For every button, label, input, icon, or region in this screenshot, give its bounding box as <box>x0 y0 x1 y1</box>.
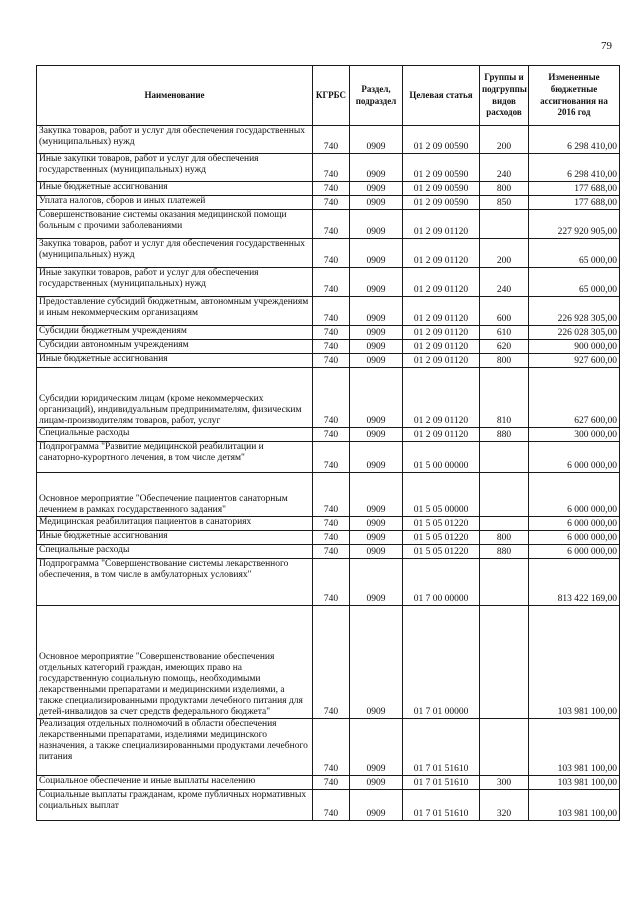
table-row <box>37 210 620 239</box>
cell-amount: 103 981 100,00 <box>529 606 620 719</box>
cell-razdel: 0909 <box>350 182 403 196</box>
cell-kgrbs: 740 <box>313 297 350 326</box>
cell-gruppy: 880 <box>480 545 529 559</box>
cell-kgrbs: 740 <box>313 790 350 821</box>
cell-celevaya: 01 5 00 00000 <box>403 442 480 473</box>
cell-celevaya: 01 2 09 00590 <box>403 126 480 154</box>
cell-celevaya: 01 2 09 00590 <box>403 182 480 196</box>
budget-table <box>36 65 620 821</box>
cell-celevaya: 01 5 05 00000 <box>403 473 480 517</box>
cell-amount: 6 000 000,00 <box>529 531 620 545</box>
cell-kgrbs: 740 <box>313 354 350 368</box>
cell-kgrbs: 740 <box>313 196 350 210</box>
table-row <box>37 368 620 428</box>
cell-gruppy: 320 <box>480 790 529 821</box>
cell-razdel: 0909 <box>350 297 403 326</box>
cell-gruppy <box>480 473 529 517</box>
cell-name: Основное мероприятие "Обеспечение пациентов санаторным лечением в рамках государственного задания" <box>37 473 313 517</box>
cell-gruppy <box>480 517 529 531</box>
cell-celevaya: 01 5 05 01220 <box>403 545 480 559</box>
cell-name: Специальные расходы <box>37 428 313 442</box>
cell-gruppy: 620 <box>480 340 529 354</box>
cell-name: Подпрограмма "Развитие медицинской реабилитации и санаторно-курортного лечения, в том числе детям" <box>37 442 313 473</box>
cell-name: Субсидии юридическим лицам (кроме некоммерческих организаций), индивидуальным предпринимателям, физическим лицам-производителям товаров, работ, услуг <box>37 368 313 428</box>
cell-celevaya: 01 7 01 51610 <box>403 719 480 776</box>
cell-amount: 226 928 305,00 <box>529 297 620 326</box>
cell-gruppy: 800 <box>480 354 529 368</box>
cell-gruppy: 200 <box>480 239 529 268</box>
cell-celevaya: 01 7 01 00000 <box>403 606 480 719</box>
cell-gruppy: 200 <box>480 126 529 154</box>
cell-celevaya: 01 7 01 51610 <box>403 790 480 821</box>
cell-name: Закупка товаров, работ и услуг для обеспечения государственных (муниципальных) нужд <box>37 239 313 268</box>
table-row <box>37 268 620 297</box>
cell-gruppy: 600 <box>480 297 529 326</box>
cell-celevaya: 01 2 09 01120 <box>403 326 480 340</box>
cell-kgrbs: 740 <box>313 442 350 473</box>
cell-amount: 6 000 000,00 <box>529 545 620 559</box>
cell-name: Основное мероприятие "Совершенствование обеспечения отдельных категорий граждан, имеющих право на государственную социальную помощь, необходимыми лекарственными препаратами и медицинскими изделиями, а также специализированными продуктами лечебного питания для детей-инвалидов за счет средств федерального бюджета" <box>37 606 313 719</box>
cell-amount: 900 000,00 <box>529 340 620 354</box>
cell-amount: 65 000,00 <box>529 268 620 297</box>
table-row <box>37 719 620 776</box>
cell-celevaya: 01 7 00 00000 <box>403 559 480 606</box>
cell-celevaya: 01 2 09 01120 <box>403 354 480 368</box>
cell-kgrbs: 740 <box>313 182 350 196</box>
table-row <box>37 776 620 790</box>
cell-razdel: 0909 <box>350 442 403 473</box>
cell-kgrbs: 740 <box>313 531 350 545</box>
cell-celevaya: 01 5 05 01220 <box>403 517 480 531</box>
cell-celevaya: 01 2 09 01120 <box>403 239 480 268</box>
cell-gruppy: 850 <box>480 196 529 210</box>
cell-razdel: 0909 <box>350 545 403 559</box>
table-row <box>37 517 620 531</box>
cell-razdel: 0909 <box>350 531 403 545</box>
header-gruppy: Группы и подгруппы видов расходов <box>480 66 529 126</box>
cell-name: Совершенствование системы оказания медицинской помощи больным с прочими заболеваниями <box>37 210 313 239</box>
cell-amount: 927 600,00 <box>529 354 620 368</box>
table-row <box>37 297 620 326</box>
cell-amount: 226 028 305,00 <box>529 326 620 340</box>
cell-razdel: 0909 <box>350 340 403 354</box>
cell-name: Иные бюджетные ассигнования <box>37 182 313 196</box>
cell-celevaya: 01 2 09 01120 <box>403 210 480 239</box>
table-row <box>37 326 620 340</box>
cell-name: Иные закупки товаров, работ и услуг для обеспечения государственных (муниципальных) нужд <box>37 268 313 297</box>
cell-kgrbs: 740 <box>313 517 350 531</box>
cell-razdel: 0909 <box>350 354 403 368</box>
cell-kgrbs: 740 <box>313 154 350 182</box>
cell-razdel: 0909 <box>350 154 403 182</box>
cell-celevaya: 01 2 09 01120 <box>403 268 480 297</box>
cell-razdel: 0909 <box>350 719 403 776</box>
cell-razdel: 0909 <box>350 559 403 606</box>
cell-name: Социальные выплаты гражданам, кроме публичных нормативных социальных выплат <box>37 790 313 821</box>
cell-name: Субсидии бюджетным учреждениям <box>37 326 313 340</box>
cell-razdel: 0909 <box>350 790 403 821</box>
cell-razdel: 0909 <box>350 239 403 268</box>
cell-razdel: 0909 <box>350 268 403 297</box>
header-name: Наименование <box>37 66 313 126</box>
cell-gruppy <box>480 719 529 776</box>
cell-kgrbs: 740 <box>313 719 350 776</box>
cell-celevaya: 01 2 09 01120 <box>403 368 480 428</box>
cell-amount: 300 000,00 <box>529 428 620 442</box>
cell-razdel: 0909 <box>350 776 403 790</box>
cell-gruppy: 300 <box>480 776 529 790</box>
cell-kgrbs: 740 <box>313 428 350 442</box>
table-row <box>37 606 620 719</box>
cell-kgrbs: 740 <box>313 545 350 559</box>
table-row <box>37 790 620 821</box>
cell-celevaya: 01 2 09 00590 <box>403 154 480 182</box>
table-row <box>37 473 620 517</box>
cell-name: Уплата налогов, сборов и иных платежей <box>37 196 313 210</box>
table-row <box>37 239 620 268</box>
cell-celevaya: 01 2 09 01120 <box>403 340 480 354</box>
cell-amount: 227 920 905,00 <box>529 210 620 239</box>
cell-name: Реализация отдельных полномочий в области обеспечения лекарственными препаратами, изделиями медицинского назначения, а также специализированными продуктами лечебного питания <box>37 719 313 776</box>
cell-razdel: 0909 <box>350 473 403 517</box>
cell-razdel: 0909 <box>350 606 403 719</box>
table-row <box>37 354 620 368</box>
cell-name: Медицинская реабилитация пациентов в санаториях <box>37 517 313 531</box>
cell-celevaya: 01 2 09 01120 <box>403 297 480 326</box>
table-row <box>37 154 620 182</box>
cell-name: Социальное обеспечение и иные выплаты населению <box>37 776 313 790</box>
cell-gruppy <box>480 210 529 239</box>
table-row <box>37 196 620 210</box>
cell-gruppy: 240 <box>480 154 529 182</box>
cell-kgrbs: 740 <box>313 340 350 354</box>
cell-amount: 103 981 100,00 <box>529 776 620 790</box>
cell-name: Закупка товаров, работ и услуг для обеспечения государственных (муниципальных) нужд <box>37 126 313 154</box>
cell-razdel: 0909 <box>350 196 403 210</box>
cell-name: Подпрограмма "Совершенствование системы лекарственного обеспечения, в том числе в амбулаторных условиях" <box>37 559 313 606</box>
cell-gruppy: 610 <box>480 326 529 340</box>
cell-name: Предоставление субсидий бюджетным, автономным учреждениям и иным некоммерческим организациям <box>37 297 313 326</box>
table-row <box>37 442 620 473</box>
table-row <box>37 545 620 559</box>
page-number: 79 <box>601 40 612 52</box>
cell-amount: 103 981 100,00 <box>529 719 620 776</box>
cell-kgrbs: 740 <box>313 606 350 719</box>
cell-razdel: 0909 <box>350 517 403 531</box>
cell-amount: 177 688,00 <box>529 182 620 196</box>
cell-amount: 6 298 410,00 <box>529 154 620 182</box>
cell-kgrbs: 740 <box>313 326 350 340</box>
cell-gruppy <box>480 442 529 473</box>
cell-gruppy: 800 <box>480 182 529 196</box>
cell-name: Специальные расходы <box>37 545 313 559</box>
cell-razdel: 0909 <box>350 326 403 340</box>
cell-gruppy: 800 <box>480 531 529 545</box>
header-izmenennye: Измененные бюджетные ассигнования на 2016 год <box>529 66 620 126</box>
table-row <box>37 531 620 545</box>
cell-kgrbs: 740 <box>313 368 350 428</box>
cell-kgrbs: 740 <box>313 126 350 154</box>
cell-name: Иные бюджетные ассигнования <box>37 354 313 368</box>
cell-amount: 177 688,00 <box>529 196 620 210</box>
cell-amount: 627 600,00 <box>529 368 620 428</box>
cell-kgrbs: 740 <box>313 473 350 517</box>
cell-amount: 813 422 169,00 <box>529 559 620 606</box>
cell-celevaya: 01 2 09 01120 <box>403 428 480 442</box>
table-row <box>37 126 620 154</box>
table-row <box>37 340 620 354</box>
cell-name: Иные бюджетные ассигнования <box>37 531 313 545</box>
cell-amount: 103 981 100,00 <box>529 790 620 821</box>
cell-amount: 6 000 000,00 <box>529 473 620 517</box>
cell-amount: 6 000 000,00 <box>529 517 620 531</box>
cell-celevaya: 01 7 01 51610 <box>403 776 480 790</box>
cell-celevaya: 01 5 05 01220 <box>403 531 480 545</box>
cell-celevaya: 01 2 09 00590 <box>403 196 480 210</box>
cell-amount: 65 000,00 <box>529 239 620 268</box>
cell-razdel: 0909 <box>350 210 403 239</box>
header-kgrbs: КГРБС <box>313 66 350 126</box>
table-row <box>37 559 620 606</box>
cell-amount: 6 000 000,00 <box>529 442 620 473</box>
cell-name: Субсидии автономным учреждениям <box>37 340 313 354</box>
cell-kgrbs: 740 <box>313 559 350 606</box>
cell-razdel: 0909 <box>350 428 403 442</box>
cell-gruppy: 240 <box>480 268 529 297</box>
cell-kgrbs: 740 <box>313 210 350 239</box>
cell-kgrbs: 740 <box>313 268 350 297</box>
cell-gruppy <box>480 559 529 606</box>
table-header-row <box>37 66 620 126</box>
cell-kgrbs: 740 <box>313 776 350 790</box>
cell-gruppy: 880 <box>480 428 529 442</box>
header-razdel: Раздел, подраздел <box>350 66 403 126</box>
cell-amount: 6 298 410,00 <box>529 126 620 154</box>
cell-kgrbs: 740 <box>313 239 350 268</box>
cell-gruppy <box>480 606 529 719</box>
table-row <box>37 428 620 442</box>
cell-name: Иные закупки товаров, работ и услуг для обеспечения государственных (муниципальных) нужд <box>37 154 313 182</box>
header-celevaya: Целевая статья <box>403 66 480 126</box>
cell-razdel: 0909 <box>350 368 403 428</box>
cell-razdel: 0909 <box>350 126 403 154</box>
table-row <box>37 182 620 196</box>
cell-gruppy: 810 <box>480 368 529 428</box>
